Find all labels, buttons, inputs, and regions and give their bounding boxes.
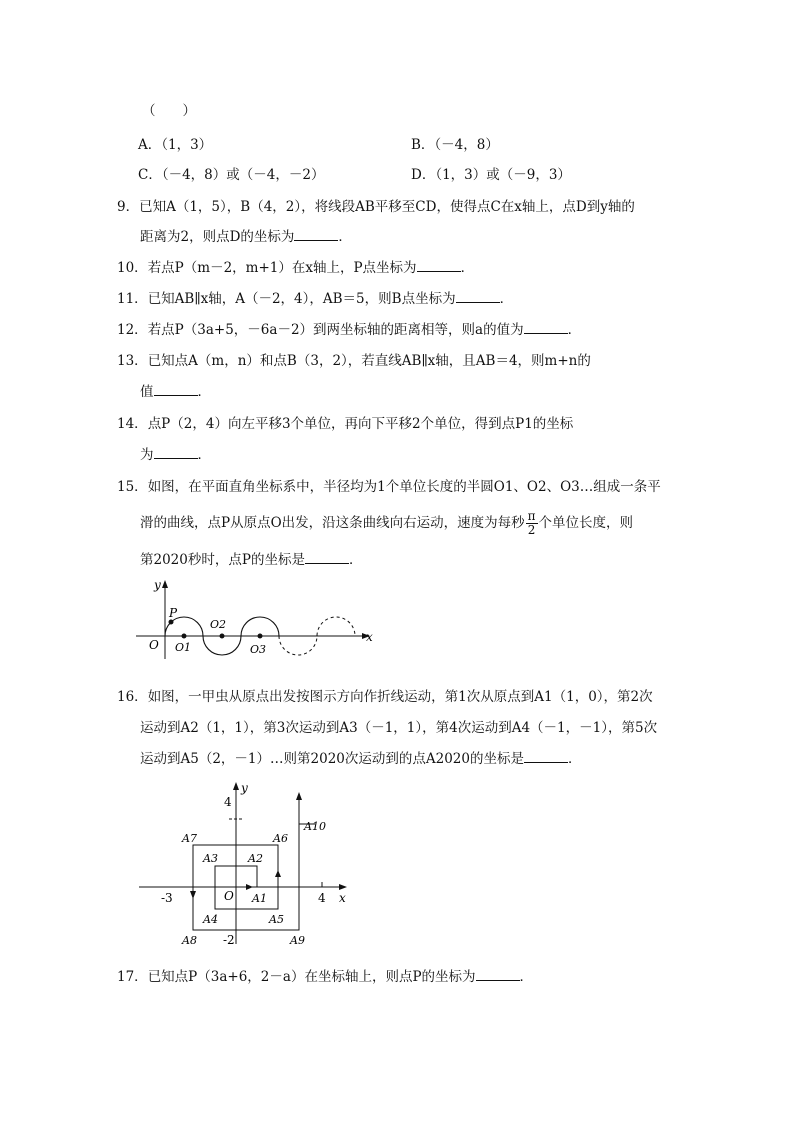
- y-axis-arrow: [162, 580, 168, 588]
- question-12: 12．若点P（3a+5，－6a－2）到两坐标轴的距离相等，则a的值为 ．: [117, 322, 582, 338]
- tick-4-y: 4: [224, 795, 232, 809]
- y-axis-label: y: [241, 781, 248, 795]
- question-16: 16．如图，一甲虫从原点出发按图示方向作折线运动，第1次从原点到A1（1，0），第2次: [117, 689, 653, 705]
- q8-option-b: B．（－4，8）: [411, 137, 499, 153]
- question-14: 14．点P（2，4）向左平移3个单位，再向下平移2个单位，得到点P1的坐标: [117, 416, 574, 432]
- arrow-to-a10: [296, 792, 302, 800]
- q8-option-c: C．（－4，8）或（－4，－2）: [138, 167, 325, 183]
- label-a2: A2: [248, 852, 263, 865]
- semicircle-o3: [241, 617, 279, 636]
- q16-figure: [135, 778, 365, 950]
- question-16-line3: 运动到A5（2，－1）…则第2020次运动到的点A2020的坐标是 ．: [140, 751, 582, 767]
- label-a1: A1: [252, 892, 267, 905]
- semicircle-o2: [203, 636, 241, 655]
- center-o1-label: O1: [175, 641, 192, 654]
- pi-over-2-fraction: $\frac{\pi}{2}$: [527, 509, 536, 537]
- point-p: [169, 620, 174, 625]
- q8-answer-paren: （ ）: [142, 103, 196, 119]
- label-a4: A4: [203, 913, 218, 926]
- y-axis-label: y: [154, 578, 161, 592]
- label-a3: A3: [203, 852, 218, 865]
- answer-blank[interactable]: [305, 551, 349, 564]
- point-p-label: P: [169, 606, 178, 620]
- answer-blank[interactable]: [524, 321, 568, 334]
- answer-blank[interactable]: [476, 968, 520, 981]
- question-15-line3: 第2020秒时，点P的坐标是 ．: [140, 552, 363, 568]
- question-17: 17．已知点P（3a+6，2－a）在坐标轴上，则点P的坐标为 ．: [117, 969, 534, 985]
- answer-blank[interactable]: [154, 383, 198, 396]
- center-o3: [258, 634, 263, 639]
- arrow-to-a8: [190, 891, 196, 899]
- question-15-line2: 滑的曲线，点P从原点O出发，沿这条曲线向右运动，速度为每秒 $\frac{\pi}{2}$ 个单位长度，则: [140, 509, 634, 537]
- question-16-line2: 运动到A2（1，1），第3次运动到A3（－1，1），第4次运动到A4（－1，－1），第5次: [140, 720, 658, 736]
- answer-blank[interactable]: [154, 446, 198, 459]
- y-axis-arrow: [233, 782, 239, 790]
- label-a6: A6: [273, 832, 288, 845]
- q15-figure: [130, 575, 390, 665]
- answer-blank[interactable]: [417, 259, 461, 272]
- label-a5: A5: [269, 913, 284, 926]
- tick-minus-3: -3: [161, 891, 173, 905]
- answer-blank[interactable]: [294, 228, 338, 241]
- question-9: 9．已知A（1，5），B（4，2），将线段AB平移至CD，使得点C在x轴上，点D到y轴的: [117, 199, 635, 215]
- center-o2: [220, 634, 225, 639]
- question-13-line2: 值 ．: [140, 384, 211, 400]
- x-axis-label: x: [366, 630, 373, 644]
- center-o1: [182, 634, 187, 639]
- center-o2-label: O2: [210, 618, 227, 631]
- x-axis-arrow: [339, 884, 347, 890]
- tick-minus-2: -2: [223, 933, 235, 947]
- question-10: 10．若点P（m－2，m+1）在x轴上，P点坐标为 ．: [117, 260, 475, 276]
- answer-blank[interactable]: [524, 750, 568, 763]
- q8-option-a: A．（1，3）: [138, 137, 213, 153]
- question-11: 11．已知AB∥x轴，A（－2，4），AB＝5，则B点坐标为 ．: [117, 291, 514, 307]
- question-14-line2: 为 ．: [140, 447, 211, 463]
- answer-blank[interactable]: [456, 290, 500, 303]
- q8-option-d: D．（1，3）或（－9，3）: [411, 167, 571, 183]
- label-a10: A10: [304, 820, 326, 833]
- arrow-to-a1: [246, 884, 253, 890]
- x-axis-label: x: [339, 891, 346, 905]
- origin-label: O: [224, 889, 234, 903]
- center-o3-label: O3: [250, 643, 267, 656]
- origin-label: O: [149, 638, 159, 652]
- question-13: 13．已知点A（m，n）和点B（3，2），若直线AB∥x轴，且AB＝4，则m+n的: [117, 353, 591, 369]
- label-a8: A8: [182, 934, 197, 947]
- question-9-line2: 距离为2，则点D的坐标为 ．: [140, 229, 352, 245]
- arrow-to-a6: [275, 870, 281, 877]
- label-a9: A9: [290, 934, 305, 947]
- label-a7: A7: [182, 832, 197, 845]
- question-15: 15．如图，在平面直角坐标系中，半径均为1个单位长度的半圆O1、O2、O3…组成一条平: [117, 479, 661, 495]
- tick-4-x: 4: [318, 891, 326, 905]
